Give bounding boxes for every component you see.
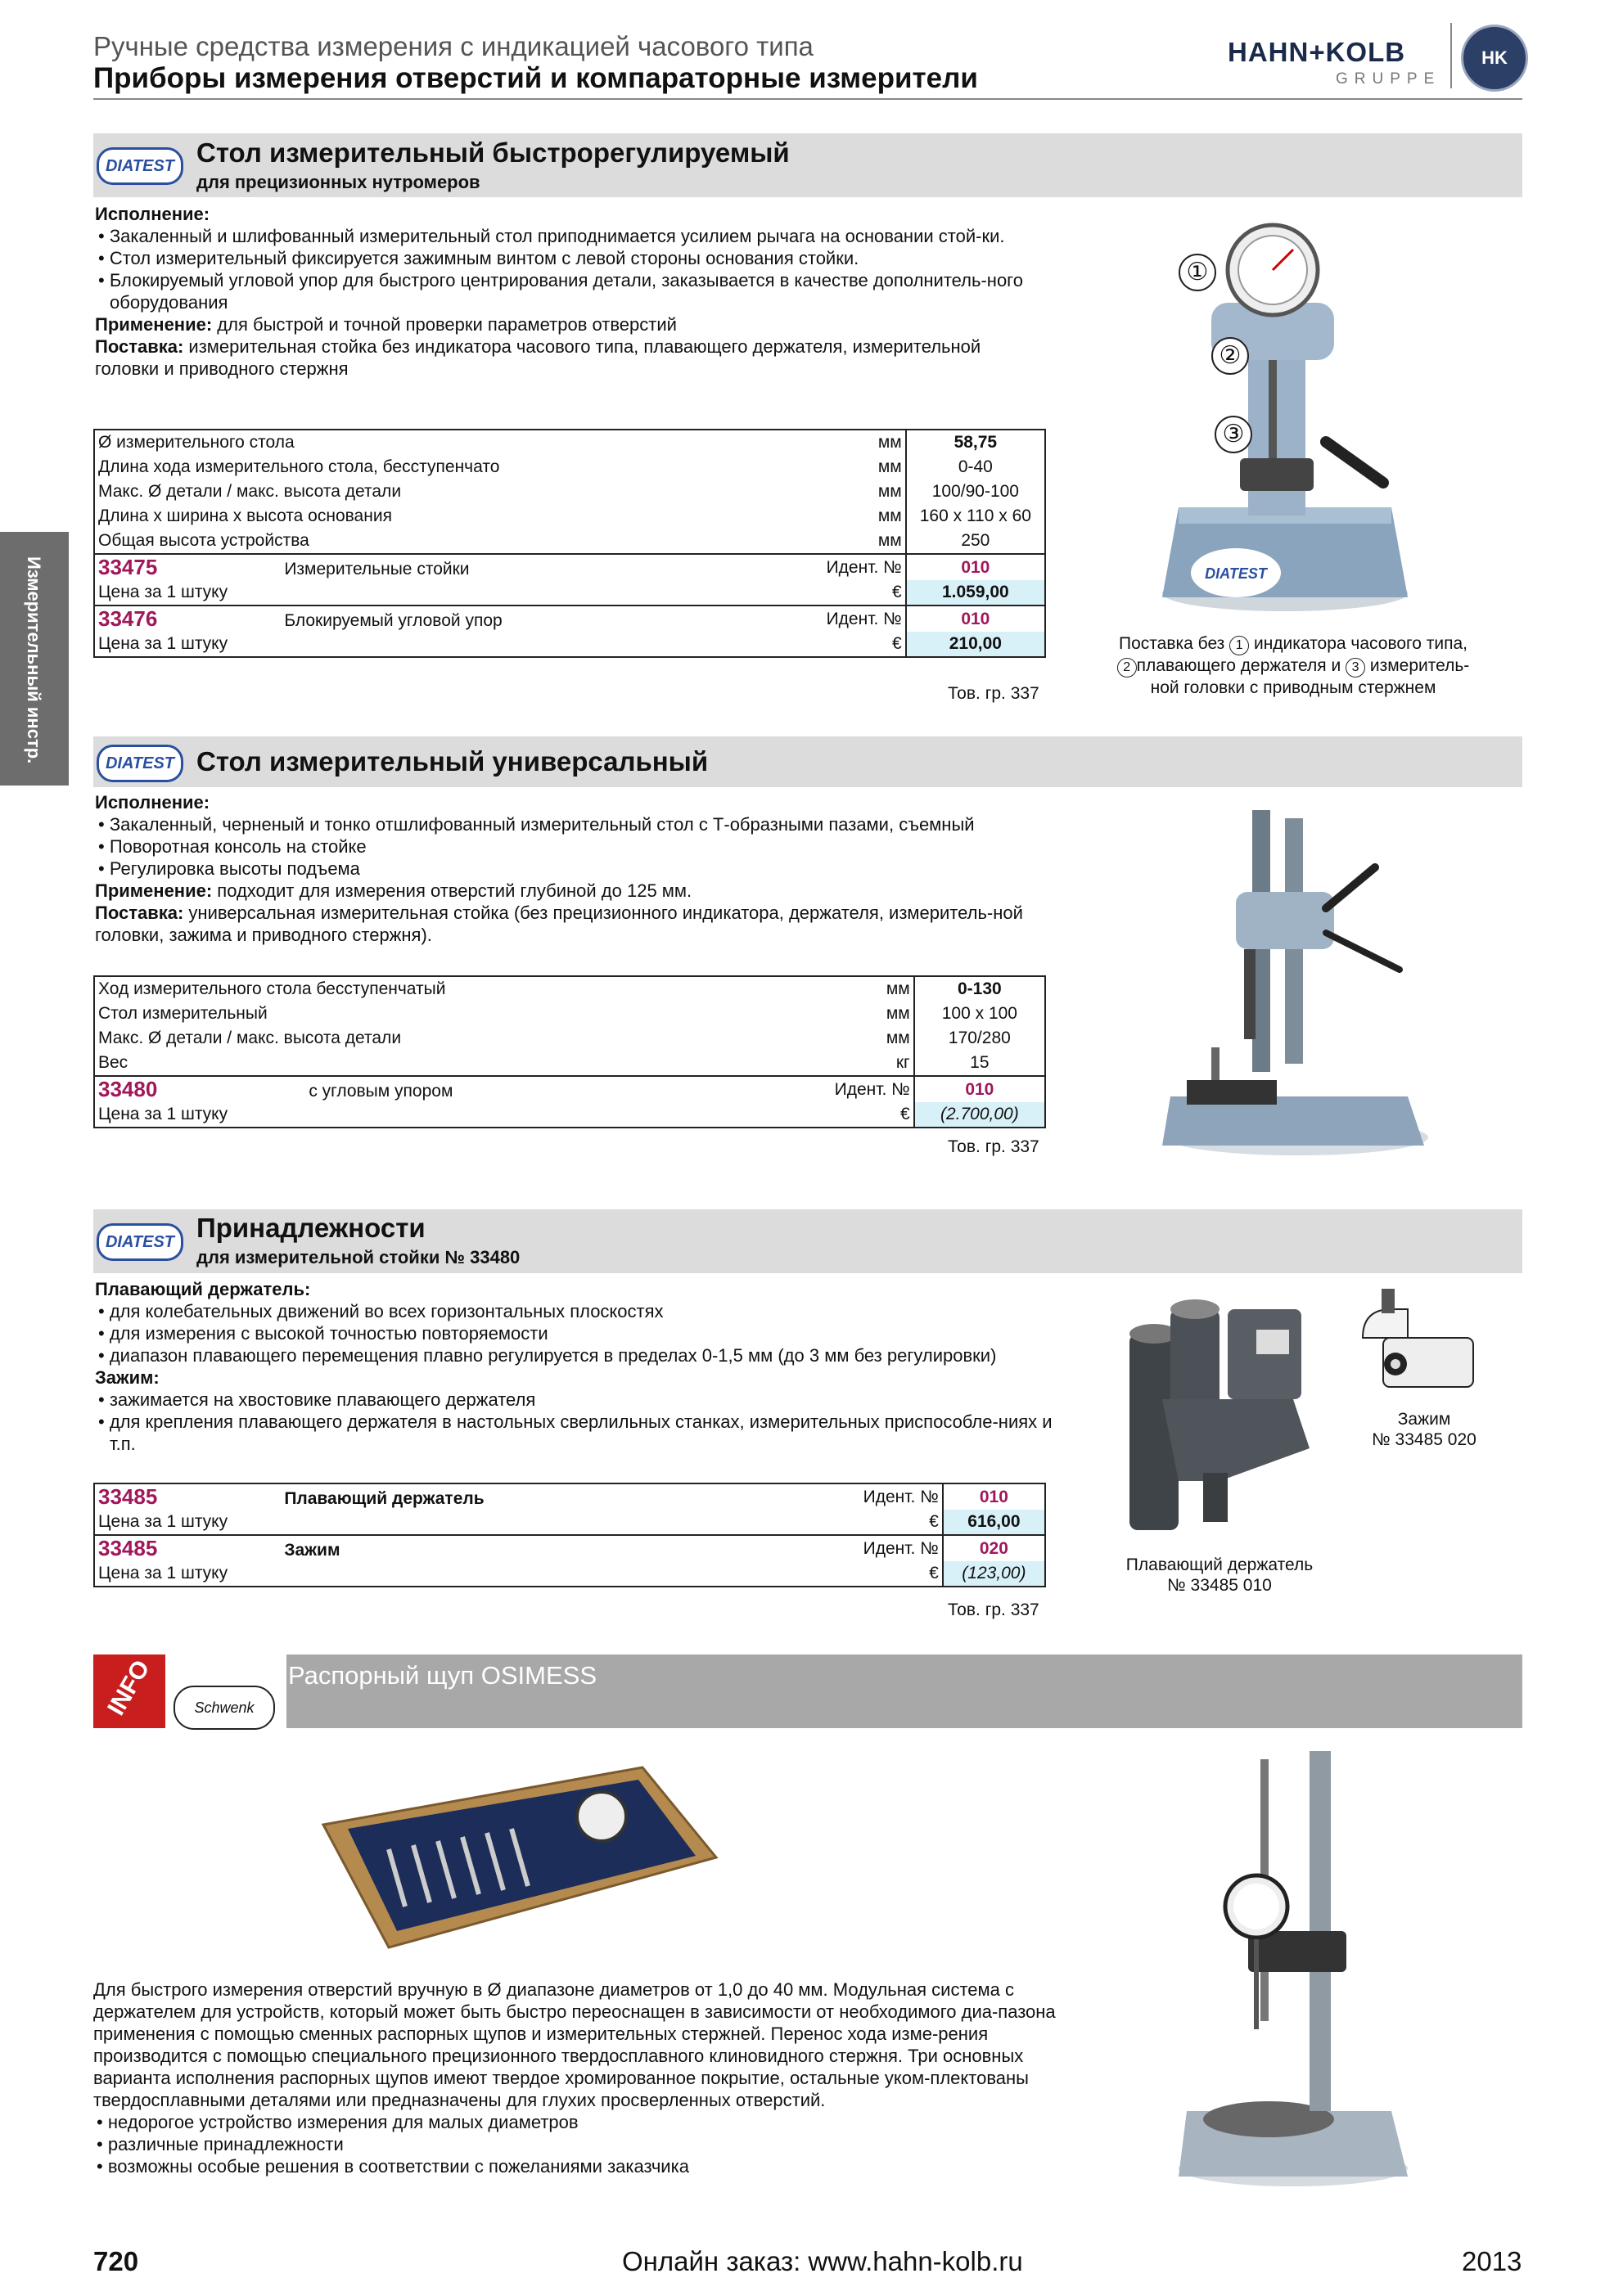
price-cell: 1.059,00 xyxy=(906,580,1045,606)
table-row: Цена за 1 штуку € (123,00) xyxy=(94,1561,1045,1587)
spec-table xyxy=(93,975,1046,1128)
spec-table xyxy=(93,429,1046,658)
exec-label: Исполнение: xyxy=(95,204,210,224)
list-item: • зажимается на хвостовике плавающего держателя xyxy=(98,1389,536,1410)
price-cell: 616,00 xyxy=(943,1510,1045,1535)
side-tab[interactable] xyxy=(0,532,69,786)
price-cell: (123,00) xyxy=(943,1561,1045,1587)
header-title: Приборы измерения отверстий и компараторные измерители xyxy=(93,62,978,94)
side-tab-label: Измерительный инстр. xyxy=(24,556,44,764)
universal-stand-image xyxy=(1162,802,1432,1162)
callout-2: ② xyxy=(1211,337,1249,375)
image-caption: Поставка без 1 индикатора часового типа, 2 плавающего держателя и 3 измеритель- ной головки с приводным стержнем xyxy=(1097,633,1490,698)
table-row: Общая высота устройства мм 250 xyxy=(94,529,1045,554)
list-item: • Поворотная консоль на стойке xyxy=(98,836,367,857)
brand-logo-text: HAHN+KOLB xyxy=(1228,37,1406,67)
diatest-badge: DIATEST xyxy=(97,147,183,185)
use-text: Применение: подходит для измерения отверстий глубиной до 125 мм. xyxy=(95,880,692,901)
article-number[interactable]: 33476 xyxy=(98,606,158,631)
info-title: Распорный щуп OSIMESS xyxy=(288,1661,597,1690)
section-title: Стол измерительный быстрорегулируемый xyxy=(196,137,790,168)
clamp-image xyxy=(1359,1289,1490,1403)
info-paragraph: Для быстрого измерения отверстий вручную в Ø диапазоне диаметров от 1,0 до 40 мм. Модульная система с держателем для устройств, который может быть быстро переоснащен в зависимости от необходимого диа-пазона применения с помощью сменных распорных щупов и измерительных стержней. Перенос хода изме-рения производится с помощью специального прецизионного твердосплавного клиновидного стержня. Три основных варианта исполнения распорных щупов имеют твердое хромированное покрытие, остальные уком-плектованы твердосплавными деталями или предназначены для глухих просверленных отверстий. xyxy=(93,1979,1056,2110)
list-item: • возможны особые решения в соответствии с пожеланиями заказчика xyxy=(97,2156,689,2177)
supply-text: Поставка: измерительная стойка без индикатора часового типа, плавающего держателя, измерительной головки и приводного стержня xyxy=(95,336,981,379)
table-row: 33485 Зажим Идент. № 020 xyxy=(94,1535,1045,1561)
header-category: Ручные средства измерения с индикацией часового типа xyxy=(93,31,814,61)
callout-1: ① xyxy=(1179,254,1216,291)
dial-stand-image xyxy=(1179,1743,1408,2193)
callout-3: ③ xyxy=(1215,416,1252,453)
price-cell: 210,00 xyxy=(906,632,1045,657)
section-body xyxy=(95,203,1044,380)
accessories-table xyxy=(93,1483,1046,1587)
article-number[interactable]: 33475 xyxy=(98,555,158,579)
table-row: 33480 с угловым упором Идент. № 010 xyxy=(94,1076,1045,1102)
use-text: Применение: для быстрой и точной проверки параметров отверстий xyxy=(95,314,677,335)
price-cell: (2.700,00) xyxy=(914,1102,1045,1128)
list-item: • недорогое устройство измерения для малых диаметров xyxy=(97,2112,579,2132)
page-number: 720 xyxy=(93,2246,139,2276)
table-row: Стол измерительный мм 100 x 100 xyxy=(94,1002,1045,1026)
table-row: Вес кг 15 xyxy=(94,1051,1045,1076)
list-item: • Регулировка высоты подъема xyxy=(98,858,360,879)
article-number[interactable]: 33480 xyxy=(98,1077,158,1101)
list-item: • для колебательных движений во всех горизонтальных плоскостях xyxy=(98,1301,664,1321)
floating-holder-image xyxy=(1113,1285,1326,1546)
svg-text:DIATEST: DIATEST xyxy=(1205,565,1267,582)
product-group: Тов. гр. 337 xyxy=(948,684,1039,703)
list-item: • для измерения с высокой точностью повторяемости xyxy=(98,1323,548,1344)
clamp-caption: Зажим № 33485 020 xyxy=(1372,1410,1476,1449)
exec-label: Исполнение: xyxy=(95,792,210,813)
section-title: Принадлежности xyxy=(196,1213,426,1243)
list-item: • Закаленный, черненый и тонко отшлифованный измерительный стол с Т-образными пазами, съемный xyxy=(98,814,975,835)
info-body xyxy=(93,1979,1059,2177)
table-row: Цена за 1 штуку € (2.700,00) xyxy=(94,1102,1045,1128)
section-title: Стол измерительный универсальный xyxy=(196,746,709,777)
table-row: Макс. Ø детали / макс. высота детали мм 170/280 xyxy=(94,1026,1045,1051)
list-item: • диапазон плавающего перемещения плавно регулируется в пределах 0-1,5 мм (до 3 мм без регулировки) xyxy=(98,1345,997,1366)
year: 2013 xyxy=(1462,2246,1522,2276)
info-icon: INFO xyxy=(93,1654,165,1728)
list-item: • Блокируемый угловой упор для быстрого центрирования детали, заказывается в качестве дополнитель-ного оборудования xyxy=(98,270,1023,313)
logo-divider xyxy=(1450,23,1452,88)
product-group: Тов. гр. 337 xyxy=(948,1137,1039,1156)
article-number[interactable]: 33485 xyxy=(98,1536,158,1560)
section-subtitle: для прецизионных нутромеров xyxy=(196,172,480,192)
order-link[interactable]: Онлайн заказ: www.hahn-kolb.ru xyxy=(622,2246,1023,2276)
list-item: • Закаленный и шлифованный измерительный стол приподнимается усилием рычага на основании стой-ки. xyxy=(98,226,1005,246)
table-row: 33485 Плавающий держатель Идент. № 010 xyxy=(94,1483,1045,1510)
header-divider xyxy=(93,98,1522,100)
table-row: Длина x ширина x высота основания мм 160 x 110 x 60 xyxy=(94,504,1045,529)
section-body xyxy=(95,1278,1093,1455)
supply-text: Поставка: универсальная измерительная стойка (без прецизионного индикатора, держателя, измеритель-ной головки, зажима и приводного стержня). xyxy=(95,903,1023,945)
holder-label: Плавающий держатель: xyxy=(95,1279,311,1299)
table-row: Цена за 1 штуку € 616,00 xyxy=(94,1510,1045,1535)
section-body xyxy=(95,791,1044,946)
diatest-badge: DIATEST xyxy=(97,745,183,782)
table-row: Цена за 1 штуку € 210,00 xyxy=(94,632,1045,657)
section-subtitle: для измерительной стойки № 33480 xyxy=(196,1247,521,1267)
article-number[interactable]: 33485 xyxy=(98,1484,158,1509)
diatest-badge: DIATEST xyxy=(97,1223,183,1261)
list-item: • Стол измерительный фиксируется зажимным винтом с левой стороны основания стойки. xyxy=(98,248,859,268)
list-item: • различные принадлежности xyxy=(97,2134,344,2154)
product-group: Тов. гр. 337 xyxy=(948,1600,1039,1619)
table-row: Длина хода измерительного стола, бесступенчато мм 0-40 xyxy=(94,455,1045,479)
table-row: Цена за 1 штуку € 1.059,00 xyxy=(94,580,1045,606)
table-row: 33475 Измерительные стойки Идент. № 010 xyxy=(94,554,1045,580)
brand-logo-mark: HK xyxy=(1461,25,1528,92)
clamp-label: Зажим: xyxy=(95,1367,160,1388)
holder-caption: Плавающий держатель № 33485 010 xyxy=(1125,1555,1314,1595)
table-row: Ход измерительного стола бесступенчатый мм 0-130 xyxy=(94,976,1045,1002)
schwenk-logo: Schwenk xyxy=(174,1686,275,1730)
list-item: • для крепления плавающего держателя в настольных сверлильных станках, измерительных приспособле-ниях и т.п. xyxy=(98,1411,1053,1454)
brand-logo-sub: GRUPPE xyxy=(1336,70,1441,88)
table-row: Макс. Ø детали / макс. высота детали мм 100/90-100 xyxy=(94,479,1045,504)
table-row: 33476 Блокируемый угловой упор Идент. № 010 xyxy=(94,606,1045,632)
probe-set-case-image xyxy=(315,1751,724,1964)
table-row: Ø измерительного стола мм 58,75 xyxy=(94,430,1045,455)
